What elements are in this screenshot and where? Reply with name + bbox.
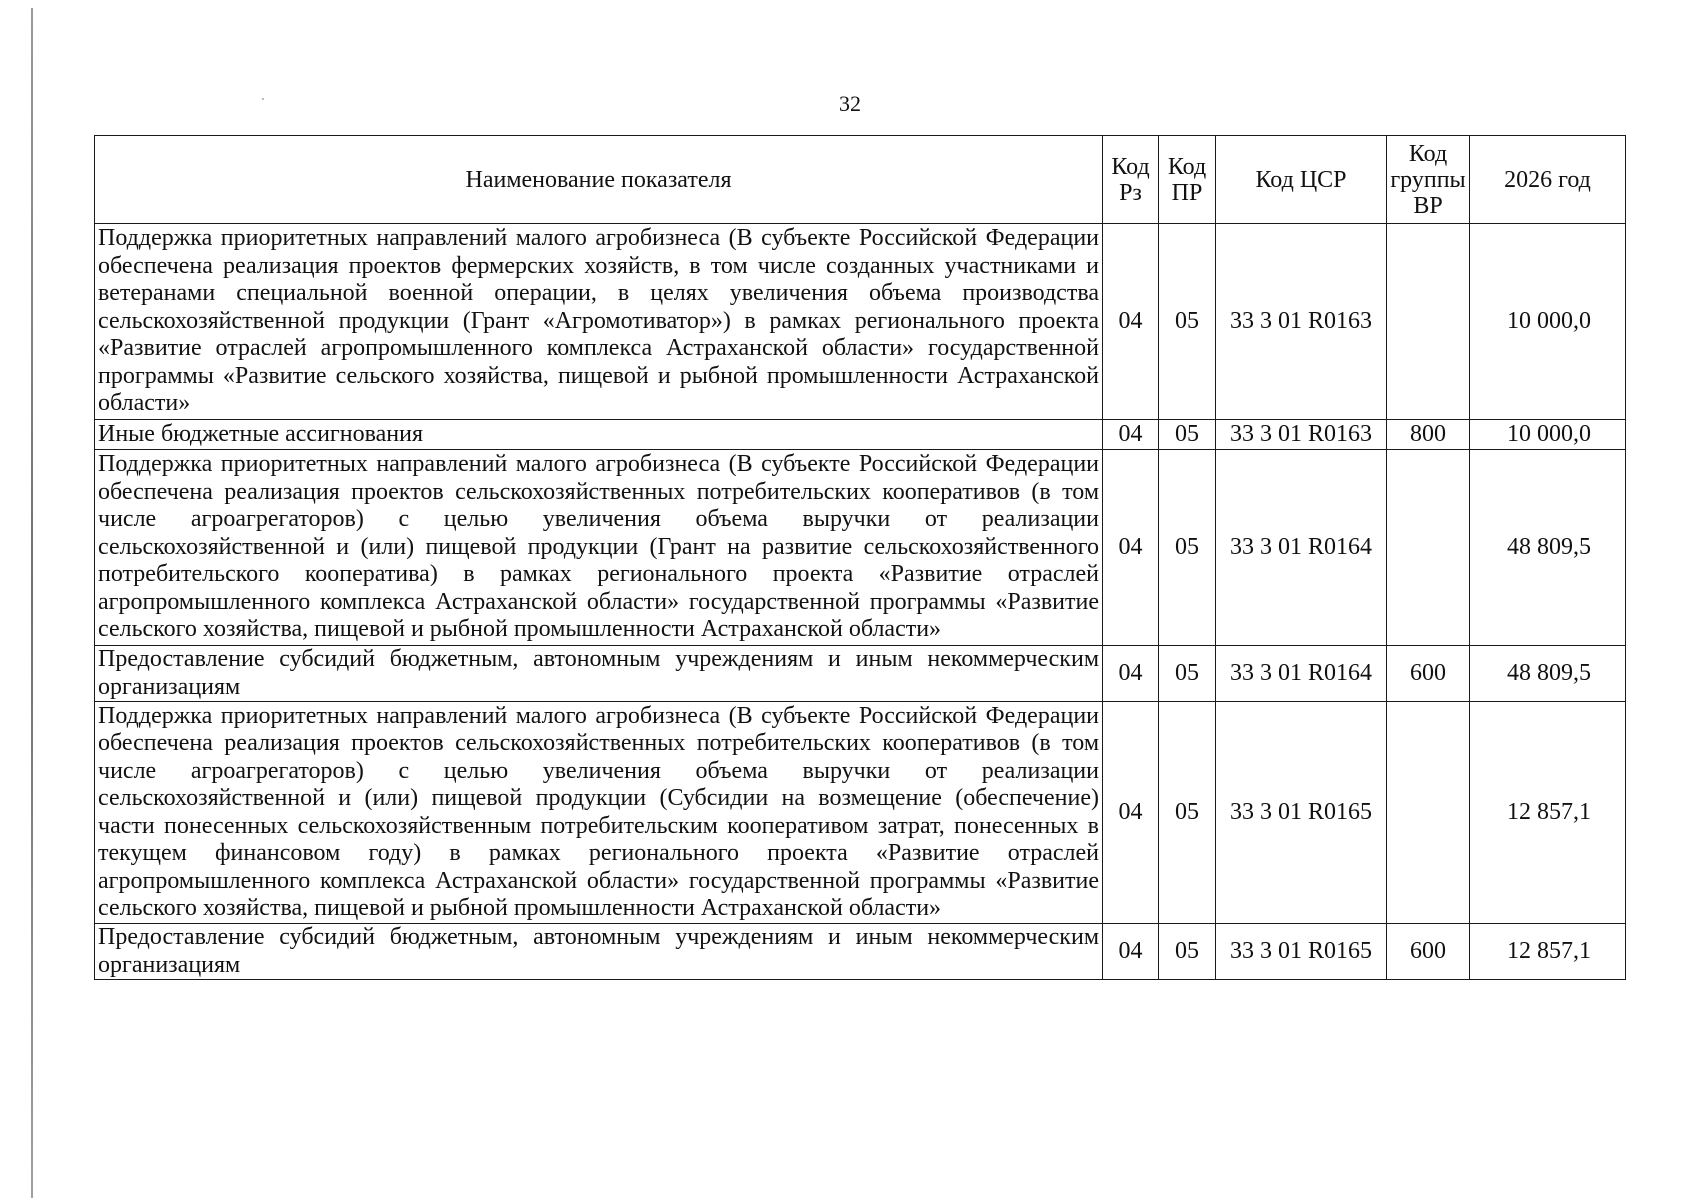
row-vr: [1387, 450, 1470, 646]
row-name: Предоставление субсидий бюджетным, автономным учреждениям и иным некоммерческим организациям: [95, 924, 1103, 980]
row-name: Иные бюджетные ассигнования: [95, 420, 1103, 450]
row-csr: 33 3 01 R0163: [1216, 224, 1387, 420]
header-pr: Код ПР: [1159, 136, 1216, 224]
row-pr: 05: [1159, 224, 1216, 420]
table-header-row: [95, 136, 1626, 224]
header-name: Наименование показателя: [95, 136, 1103, 224]
table-row: [95, 224, 1626, 420]
row-name: Поддержка приоритетных направлений малого агробизнеса (В субъекте Российской Федерации обеспечена реализация проектов сельскохозяйственных потребительских кооперативов (в том числе агроагрегаторов) с целью увеличения объема выручки от реализации сельскохозяйственной и (или) пищевой продукции (Грант на развитие сельскохозяйственного потребительского кооператива) в рамках регионального проекта «Развитие отраслей агропромышленного комплекса Астраханской области» государственной программы «Развитие сельского хозяйства, пищевой и рыбной промышленности Астраханской области»: [95, 450, 1103, 646]
table-row: [95, 646, 1626, 702]
row-csr: 33 3 01 R0164: [1216, 646, 1387, 702]
row-amount: 10 000,0: [1470, 420, 1626, 450]
row-name: Поддержка приоритетных направлений малого агробизнеса (В субъекте Российской Федерации обеспечена реализация проектов фермерских хозяйств, в том числе созданных участниками и ветеранами специальной военной операции, в целях увеличения объема производства сельскохозяйственной продукции (Грант «Агромотиватор») в рамках регионального проекта «Развитие отраслей агропромышленного комплекса Астраханской области» государственной программы «Развитие сельского хозяйства, пищевой и рыбной промышленности Астраханской области»: [95, 224, 1103, 420]
row-rz: 04: [1103, 420, 1159, 450]
page-number: 32: [839, 91, 861, 116]
table-row: [95, 450, 1626, 646]
row-rz: 04: [1103, 450, 1159, 646]
row-amount: 12 857,1: [1470, 702, 1626, 924]
row-vr: [1387, 224, 1470, 420]
table-row: [95, 702, 1626, 924]
row-rz: 04: [1103, 224, 1159, 420]
header-vr: Код группы ВР: [1387, 136, 1470, 224]
header-rz: Код Рз: [1103, 136, 1159, 224]
scan-speck: [262, 98, 264, 100]
row-rz: 04: [1103, 924, 1159, 980]
row-csr: 33 3 01 R0165: [1216, 702, 1387, 924]
table-row: [95, 420, 1626, 450]
row-pr: 05: [1159, 646, 1216, 702]
row-csr: 33 3 01 R0165: [1216, 924, 1387, 980]
row-amount: 12 857,1: [1470, 924, 1626, 980]
row-vr: [1387, 702, 1470, 924]
row-pr: 05: [1159, 420, 1216, 450]
row-name: Предоставление субсидий бюджетным, автономным учреждениям и иным некоммерческим организациям: [95, 646, 1103, 702]
row-vr: 800: [1387, 420, 1470, 450]
row-pr: 05: [1159, 924, 1216, 980]
row-csr: 33 3 01 R0164: [1216, 450, 1387, 646]
row-rz: 04: [1103, 702, 1159, 924]
row-amount: 48 809,5: [1470, 450, 1626, 646]
row-csr: 33 3 01 R0163: [1216, 420, 1387, 450]
row-amount: 10 000,0: [1470, 224, 1626, 420]
row-pr: 05: [1159, 450, 1216, 646]
scan-edge-line: [31, 8, 33, 1198]
row-amount: 48 809,5: [1470, 646, 1626, 702]
row-pr: 05: [1159, 702, 1216, 924]
header-year: 2026 год: [1470, 136, 1626, 224]
row-vr: 600: [1387, 646, 1470, 702]
budget-table: [94, 135, 1626, 980]
row-vr: 600: [1387, 924, 1470, 980]
header-csr: Код ЦСР: [1216, 136, 1387, 224]
table-row: [95, 924, 1626, 980]
row-name: Поддержка приоритетных направлений малого агробизнеса (В субъекте Российской Федерации обеспечена реализация проектов сельскохозяйственных потребительских кооперативов (в том числе агроагрегаторов) с целью увеличения объема выручки от реализации сельскохозяйственной и (или) пищевой продукции (Субсидии на возмещение (обеспечение) части понесенных сельскохозяйственным потребительским кооперативом затрат, понесенных в текущем финансовом году) в рамках регионального проекта «Развитие отраслей агропромышленного комплекса Астраханской области» государственной программы «Развитие сельского хозяйства, пищевой и рыбной промышленности Астраханской области»: [95, 702, 1103, 924]
row-rz: 04: [1103, 646, 1159, 702]
